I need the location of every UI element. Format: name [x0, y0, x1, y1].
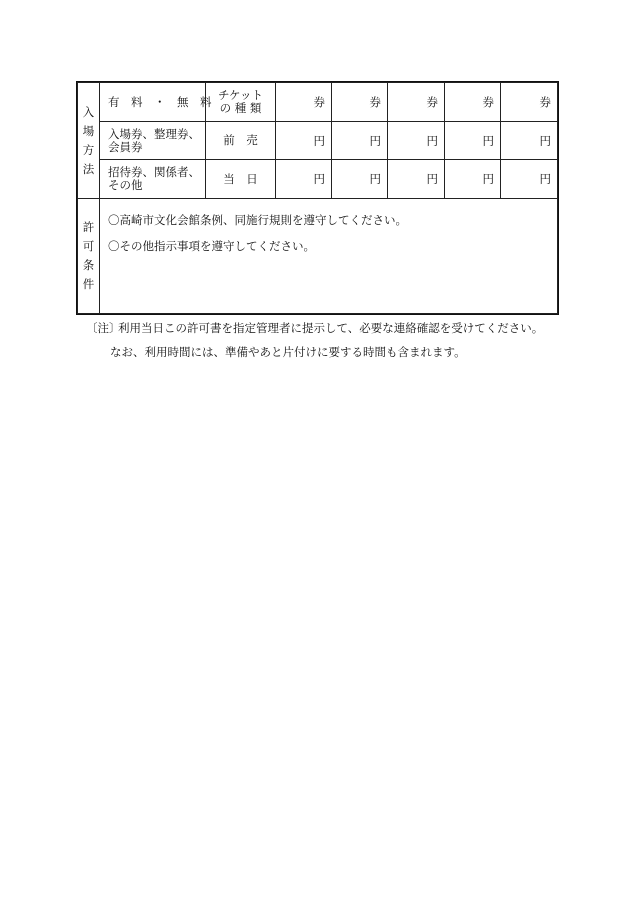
admission-method-label: [78, 83, 100, 199]
ticket-count-cell: 券: [445, 83, 501, 122]
admission-header-row: [78, 83, 558, 122]
note-tag: 〔注〕: [86, 321, 121, 335]
label-char: 可: [82, 239, 95, 253]
label-char: 件: [82, 277, 95, 291]
ticket-category: 入場券、整理券、 会員券: [100, 122, 206, 160]
price-cell: 円: [445, 160, 501, 199]
sale-type: 当 日: [206, 160, 276, 199]
notes-section: [86, 316, 543, 364]
ticket-count-cell: 券: [332, 83, 388, 122]
ticket-kind-header: チケット の 種 類: [206, 83, 276, 122]
ticket-category: 招待券、関係者、 その他: [100, 160, 206, 199]
paid-free-header: 有 料 ・ 無 料: [100, 83, 206, 122]
sale-type: 前 売: [206, 122, 276, 160]
price-cell: 円: [388, 160, 445, 199]
permit-form-table: [77, 82, 558, 314]
permit-conditions-label: [78, 199, 100, 314]
price-cell: 円: [276, 122, 332, 160]
price-cell: 円: [276, 160, 332, 199]
permit-conditions-row: [78, 199, 558, 314]
price-cell: 円: [501, 122, 558, 160]
label-char: 場: [82, 123, 95, 138]
label-char: 条: [82, 258, 95, 272]
permit-conditions-content: [100, 199, 558, 314]
ticket-count-cell: 券: [501, 83, 558, 122]
advance-sale-row: [78, 122, 558, 160]
note-line: なお、利用時間には、準備やあと片付けに要する時間も含まれます。: [110, 345, 466, 359]
price-cell: 円: [332, 122, 388, 160]
label-char: 方: [82, 142, 95, 157]
condition-item: 〇その他指示事項を遵守してください。: [108, 239, 315, 253]
ticket-count-cell: 券: [388, 83, 445, 122]
ticket-count-cell: 券: [276, 83, 332, 122]
same-day-row: [78, 160, 558, 199]
note-line: [86, 316, 543, 340]
price-cell: 円: [445, 122, 501, 160]
label-char: 法: [82, 161, 95, 176]
label-char: 入: [82, 104, 95, 119]
price-cell: 円: [332, 160, 388, 199]
label-char: 許: [82, 220, 95, 234]
price-cell: 円: [388, 122, 445, 160]
condition-item: 〇高崎市文化会館条例、同施行規則を遵守してください。: [108, 213, 407, 227]
note-text: 利用当日この許可書を指定管理者に提示して、必要な連絡確認を受けてください。: [118, 321, 544, 335]
price-cell: 円: [501, 160, 558, 199]
